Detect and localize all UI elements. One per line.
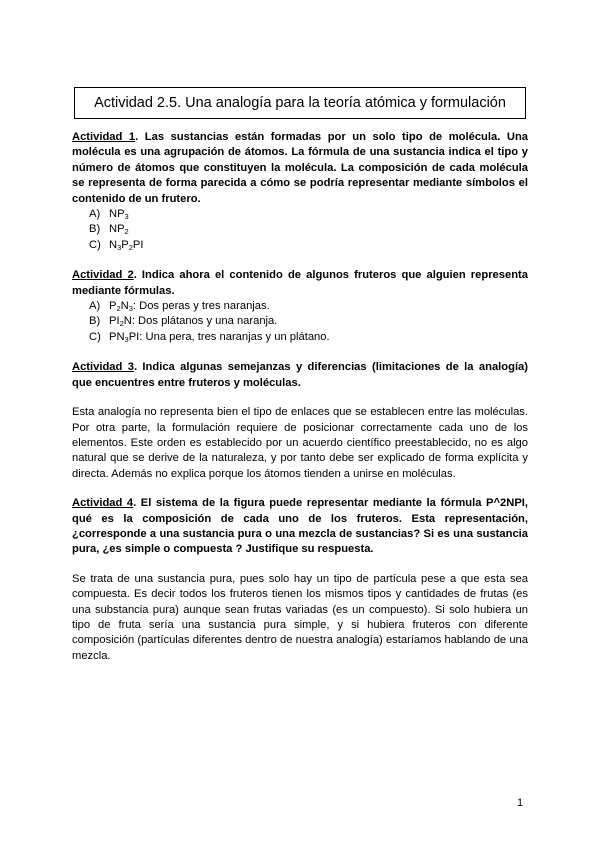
formula-subscript: 3 — [128, 304, 133, 314]
list-item — [89, 207, 528, 222]
activity-2-text: . Indica ahora el contenido de algunos fruteros que alguien representa mediante fórmulas. — [72, 269, 528, 297]
formula-subscript: 3 — [117, 242, 122, 252]
activity-1-formula-list — [72, 207, 528, 253]
formula-part: N — [120, 300, 129, 313]
formula-subscript: 3 — [124, 212, 129, 222]
activity-1 — [72, 130, 528, 253]
list-letter: B) — [89, 315, 101, 328]
formula-subscript: 3 — [124, 334, 129, 344]
formula-description: : Dos peras y tres naranjas. — [132, 300, 270, 313]
activity-3 — [72, 360, 528, 482]
list-letter: C) — [89, 238, 101, 251]
list-letter: A) — [89, 300, 101, 313]
formula-part: PI — [132, 238, 144, 251]
activity-4-label: Actividad 4 — [72, 497, 134, 510]
list-item — [89, 222, 528, 237]
formula-part: PI — [109, 315, 120, 328]
activity-3-question — [72, 360, 528, 391]
activity-1-question — [72, 130, 528, 207]
list-letter: B) — [89, 223, 101, 236]
activity-3-answer: Esta analogía no representa bien el tipo de enlaces que se establecen entre las moléculas. Por otra parte, la formulación requiere de posicionar correctamente cada uno de los elementos. Este orden es establecido por un acuerdo científico preestablecido, no es algo natural que se derive de la naturaleza, y por tanto debe ser explicado de forma explícita y directa. Además no explica porque los átomos tienden a unirse en moléculas. — [72, 406, 528, 480]
activity-3-text: . Indica algunas semejanzas y diferencias (limitaciones de la analogía) que encuentres entre fruteros y moléculas. — [72, 361, 528, 389]
activity-2-label: Actividad 2 — [72, 269, 134, 282]
activity-3-label: Actividad 3 — [72, 361, 134, 374]
formula-subscript: 2 — [116, 304, 121, 314]
formula-description: : Una pera, tres naranjas y un plátano. — [139, 330, 330, 343]
formula-part: P — [109, 300, 117, 313]
document-body — [72, 130, 528, 664]
list-item — [89, 299, 528, 314]
formula-part: PI — [128, 330, 140, 343]
activity-2 — [72, 268, 528, 345]
formula-subscript: 2 — [128, 242, 133, 252]
formula-subscript: 2 — [124, 227, 129, 237]
activity-4-answer: Se trata de una sustancia pura, pues solo hay un tipo de partícula pese a que esta sea compuesta. Es decir todos los fruteros tienen los mismos tipos y cantidades de frutas (es una substancia pura) aunque sean frutas variadas (es un compuesto). Si solo hubiera un tipo de fruta sería una sustancia pura simple, y si hubiera fruteros con diferente composición (partículas diferentes dentro de nuestra analogía) estaríamos hablando de una mezcla. — [72, 572, 528, 662]
page-number: 1 — [517, 797, 524, 809]
activity-1-text: . Las sustancias están formadas por un solo tipo de molécula. Una molécula es una agrupación de átomos. La fórmula de una sustancia indica el tipo y número de átomos que constituyen la molécula. La composición de cada molécula se representa de forma parecida a cómo se podría representar mediante símbolos el contenido de un frutero. — [72, 131, 529, 205]
formula-part: P — [121, 238, 129, 251]
list-item — [89, 238, 528, 253]
formula-part: PN — [109, 330, 125, 343]
activity-2-formula-list — [72, 299, 528, 345]
formula-part: NP — [109, 223, 125, 236]
page-title: Actividad 2.5. Una analogía para la teoría atómica y formulación — [74, 87, 526, 119]
formula-description: : Dos plátanos y una naranja. — [131, 315, 278, 328]
list-letter: C) — [89, 330, 101, 343]
list-item — [89, 330, 528, 345]
formula-part: N — [123, 315, 132, 328]
formula-part: NP — [109, 208, 125, 221]
formula-subscript: 2 — [119, 319, 124, 329]
activity-4-text: . El sistema de la figura puede representar mediante la fórmula P^2NPI, qué es la composición de cada uno de los fruteros. Esta representación, ¿corresponde a una sustancia pura o una mezcla de sustancias? Si es una sustancia pura, ¿es simple o compuesta ? Justifique su respuesta. — [72, 497, 528, 556]
list-letter: A) — [89, 208, 101, 221]
formula-part: N — [109, 238, 118, 251]
activity-4-question — [72, 496, 528, 558]
activity-1-label: Actividad 1 — [72, 131, 136, 143]
list-item — [89, 314, 528, 329]
activity-2-question — [72, 268, 528, 299]
activity-4 — [72, 496, 528, 664]
